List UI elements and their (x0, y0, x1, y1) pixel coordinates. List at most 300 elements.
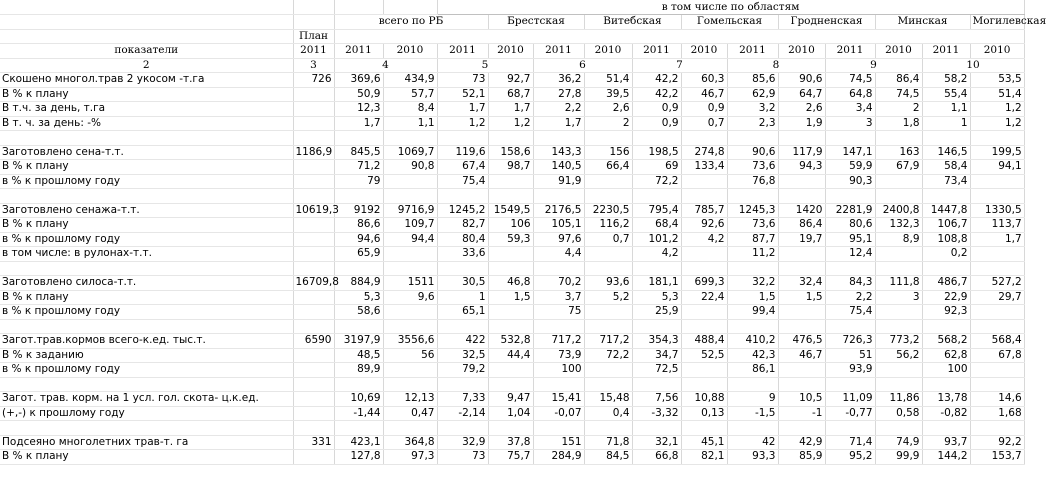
value-cell[interactable]: 79,2 (437, 363, 488, 378)
value-cell[interactable]: 0,4 (584, 406, 632, 421)
value-cell[interactable] (778, 247, 825, 262)
value-cell[interactable] (488, 174, 533, 189)
value-cell[interactable]: 699,3 (681, 276, 727, 291)
region-header-vitebsk[interactable]: Витебская (584, 15, 681, 30)
value-cell[interactable] (727, 261, 778, 276)
value-cell[interactable] (681, 377, 727, 392)
value-cell[interactable] (922, 261, 970, 276)
value-cell[interactable]: 9192 (334, 203, 383, 218)
value-cell[interactable]: 726,3 (825, 334, 875, 349)
row-label[interactable]: Заготовлено силоса-т.т. (0, 276, 293, 291)
value-cell[interactable]: 108,8 (922, 232, 970, 247)
row-label[interactable]: В % к плану (0, 218, 293, 233)
value-cell[interactable] (778, 131, 825, 146)
value-cell[interactable]: 2230,5 (584, 203, 632, 218)
row-label[interactable]: В т. ч. за день: -% (0, 116, 293, 131)
value-cell[interactable]: 71,8 (584, 435, 632, 450)
value-cell[interactable] (293, 305, 334, 320)
row-label[interactable]: Подсеяно многолетних трав-т. га (0, 435, 293, 450)
value-cell[interactable]: 68,7 (488, 87, 533, 102)
value-cell[interactable] (584, 131, 632, 146)
value-cell[interactable]: 153,7 (970, 450, 1024, 465)
value-cell[interactable]: 58,4 (922, 160, 970, 175)
year-header-gomel-2011[interactable]: 2011 (632, 44, 681, 59)
value-cell[interactable]: 151 (533, 435, 584, 450)
value-cell[interactable]: 73,9 (533, 348, 584, 363)
row-label[interactable]: Заготовлено сенажа-т.т. (0, 203, 293, 218)
year-header-mogilev-2010[interactable]: 2010 (970, 44, 1024, 59)
value-cell[interactable]: 22,4 (681, 290, 727, 305)
value-cell[interactable]: 33,6 (437, 247, 488, 262)
value-cell[interactable]: 1,5 (488, 290, 533, 305)
value-cell[interactable]: 9 (727, 392, 778, 407)
value-cell[interactable]: 101,2 (632, 232, 681, 247)
header-cell-empty[interactable] (334, 0, 383, 15)
value-cell[interactable]: 59,3 (488, 232, 533, 247)
value-cell[interactable]: 74,5 (825, 73, 875, 88)
value-cell[interactable]: 422 (437, 334, 488, 349)
value-cell[interactable] (533, 421, 584, 436)
value-cell[interactable]: 181,1 (632, 276, 681, 291)
value-cell[interactable]: 284,9 (533, 450, 584, 465)
value-cell[interactable]: 1,8 (875, 116, 922, 131)
value-cell[interactable]: 19,7 (778, 232, 825, 247)
value-cell[interactable]: 4,2 (632, 247, 681, 262)
value-cell[interactable]: 93,7 (922, 435, 970, 450)
value-cell[interactable] (681, 305, 727, 320)
value-cell[interactable]: 86,1 (727, 363, 778, 378)
regions-caption[interactable]: в том числе по областям (437, 0, 1024, 15)
value-cell[interactable] (875, 377, 922, 392)
value-cell[interactable]: 113,7 (970, 218, 1024, 233)
value-cell[interactable]: -3,32 (632, 406, 681, 421)
value-cell[interactable] (778, 377, 825, 392)
year-header-minsk-2010[interactable]: 2010 (875, 44, 922, 59)
value-cell[interactable]: 116,2 (584, 218, 632, 233)
header-cell-empty[interactable] (293, 15, 334, 30)
value-cell[interactable] (727, 421, 778, 436)
value-cell[interactable]: 8,9 (875, 232, 922, 247)
value-cell[interactable]: 486,7 (922, 276, 970, 291)
value-cell[interactable] (727, 319, 778, 334)
value-cell[interactable]: 11,09 (825, 392, 875, 407)
value-cell[interactable]: 12,4 (825, 247, 875, 262)
value-cell[interactable]: 144,2 (922, 450, 970, 465)
value-cell[interactable]: 146,5 (922, 145, 970, 160)
value-cell[interactable] (437, 377, 488, 392)
value-cell[interactable] (488, 305, 533, 320)
column-number[interactable]: 3 (293, 58, 334, 73)
value-cell[interactable]: 76,8 (727, 174, 778, 189)
value-cell[interactable]: 75,4 (437, 174, 488, 189)
value-cell[interactable]: 5,2 (584, 290, 632, 305)
value-cell[interactable]: 56,2 (875, 348, 922, 363)
value-cell[interactable]: 158,6 (488, 145, 533, 160)
value-cell[interactable]: 72,2 (584, 348, 632, 363)
value-cell[interactable] (875, 261, 922, 276)
value-cell[interactable]: 82,7 (437, 218, 488, 233)
value-cell[interactable]: 86,4 (778, 218, 825, 233)
value-cell[interactable]: 163 (875, 145, 922, 160)
value-cell[interactable]: 1,9 (778, 116, 825, 131)
value-cell[interactable]: 10,69 (334, 392, 383, 407)
value-cell[interactable]: 70,2 (533, 276, 584, 291)
value-cell[interactable]: 156 (584, 145, 632, 160)
value-cell[interactable]: 82,1 (681, 450, 727, 465)
value-cell[interactable] (533, 261, 584, 276)
value-cell[interactable] (970, 189, 1024, 204)
value-cell[interactable]: 845,5 (334, 145, 383, 160)
value-cell[interactable]: 92,3 (922, 305, 970, 320)
value-cell[interactable]: 95,1 (825, 232, 875, 247)
value-cell[interactable]: 3,7 (533, 290, 584, 305)
value-cell[interactable]: 4,4 (533, 247, 584, 262)
value-cell[interactable]: 69 (632, 160, 681, 175)
column-number[interactable]: 10 (922, 58, 1024, 73)
year-header-brest-2011[interactable]: 2011 (437, 44, 488, 59)
value-cell[interactable]: 67,8 (970, 348, 1024, 363)
value-cell[interactable] (681, 247, 727, 262)
value-cell[interactable]: 3197,9 (334, 334, 383, 349)
value-cell[interactable]: 717,2 (533, 334, 584, 349)
header-cell-empty[interactable] (0, 29, 293, 44)
value-cell[interactable] (970, 174, 1024, 189)
row-label[interactable]: в % к прошлому году (0, 305, 293, 320)
region-header-gomel[interactable]: Гомельская (681, 15, 778, 30)
value-cell[interactable] (970, 305, 1024, 320)
value-cell[interactable]: 74,9 (875, 435, 922, 450)
value-cell[interactable]: 6590 (293, 334, 334, 349)
value-cell[interactable]: 27,8 (533, 87, 584, 102)
value-cell[interactable]: 119,6 (437, 145, 488, 160)
value-cell[interactable]: 94,1 (970, 160, 1024, 175)
value-cell[interactable] (293, 377, 334, 392)
value-cell[interactable] (293, 218, 334, 233)
value-cell[interactable]: 1420 (778, 203, 825, 218)
value-cell[interactable]: 75 (533, 305, 584, 320)
value-cell[interactable]: 354,3 (632, 334, 681, 349)
value-cell[interactable] (825, 319, 875, 334)
value-cell[interactable]: 15,48 (584, 392, 632, 407)
value-cell[interactable] (293, 232, 334, 247)
column-number[interactable]: 9 (825, 58, 922, 73)
value-cell[interactable] (632, 377, 681, 392)
value-cell[interactable]: 84,5 (584, 450, 632, 465)
value-cell[interactable]: 1,5 (727, 290, 778, 305)
value-cell[interactable]: 1,7 (533, 116, 584, 131)
year-header-total-2011[interactable]: 2011 (334, 44, 383, 59)
value-cell[interactable]: 98,7 (488, 160, 533, 175)
value-cell[interactable] (488, 319, 533, 334)
value-cell[interactable]: 2,2 (533, 102, 584, 117)
value-cell[interactable] (970, 377, 1024, 392)
value-cell[interactable]: 199,5 (970, 145, 1024, 160)
value-cell[interactable]: 42,2 (632, 73, 681, 88)
value-cell[interactable] (334, 377, 383, 392)
value-cell[interactable]: 90,6 (778, 73, 825, 88)
value-cell[interactable]: 773,2 (875, 334, 922, 349)
value-cell[interactable]: 111,8 (875, 276, 922, 291)
value-cell[interactable] (488, 261, 533, 276)
row-label[interactable]: в % к прошлому году (0, 232, 293, 247)
value-cell[interactable] (488, 247, 533, 262)
value-cell[interactable] (875, 247, 922, 262)
value-cell[interactable]: 1,7 (970, 232, 1024, 247)
value-cell[interactable]: 2,2 (825, 290, 875, 305)
value-cell[interactable]: 331 (293, 435, 334, 450)
value-cell[interactable]: 105,1 (533, 218, 584, 233)
row-label[interactable] (0, 421, 293, 436)
row-label[interactable]: в % к прошлому году (0, 363, 293, 378)
value-cell[interactable] (778, 261, 825, 276)
value-cell[interactable]: 568,2 (922, 334, 970, 349)
value-cell[interactable]: 1069,7 (383, 145, 437, 160)
value-cell[interactable] (293, 261, 334, 276)
value-cell[interactable]: 53,5 (970, 73, 1024, 88)
value-cell[interactable]: 59,9 (825, 160, 875, 175)
value-cell[interactable] (584, 261, 632, 276)
value-cell[interactable]: 1447,8 (922, 203, 970, 218)
value-cell[interactable]: -1,44 (334, 406, 383, 421)
value-cell[interactable]: 85,6 (727, 73, 778, 88)
column-number[interactable]: 4 (334, 58, 437, 73)
value-cell[interactable]: 45,1 (681, 435, 727, 450)
value-cell[interactable]: 94,3 (778, 160, 825, 175)
value-cell[interactable]: 364,8 (383, 435, 437, 450)
total-caption[interactable]: всего по РБ (334, 15, 488, 30)
value-cell[interactable]: 1,7 (437, 102, 488, 117)
value-cell[interactable]: 97,6 (533, 232, 584, 247)
value-cell[interactable]: 91,9 (533, 174, 584, 189)
value-cell[interactable]: 0,58 (875, 406, 922, 421)
value-cell[interactable]: 85,9 (778, 450, 825, 465)
value-cell[interactable]: 0,9 (681, 102, 727, 117)
value-cell[interactable]: -0,82 (922, 406, 970, 421)
value-cell[interactable]: 127,8 (334, 450, 383, 465)
value-cell[interactable]: 3556,6 (383, 334, 437, 349)
value-cell[interactable] (825, 189, 875, 204)
value-cell[interactable] (293, 319, 334, 334)
value-cell[interactable]: 67,4 (437, 160, 488, 175)
row-label[interactable]: в % к прошлому году (0, 174, 293, 189)
value-cell[interactable] (584, 305, 632, 320)
value-cell[interactable]: 92,7 (488, 73, 533, 88)
value-cell[interactable] (437, 421, 488, 436)
value-cell[interactable]: 75,7 (488, 450, 533, 465)
value-cell[interactable] (293, 160, 334, 175)
row-label[interactable]: В % к плану (0, 290, 293, 305)
value-cell[interactable]: 46,8 (488, 276, 533, 291)
value-cell[interactable]: 16709,8 (293, 276, 334, 291)
value-cell[interactable]: 66,4 (584, 160, 632, 175)
value-cell[interactable] (584, 247, 632, 262)
value-cell[interactable] (584, 421, 632, 436)
value-cell[interactable] (922, 189, 970, 204)
value-cell[interactable]: 95,2 (825, 450, 875, 465)
value-cell[interactable]: 1 (437, 290, 488, 305)
value-cell[interactable]: 66,8 (632, 450, 681, 465)
value-cell[interactable] (681, 261, 727, 276)
row-label[interactable]: В % к плану (0, 160, 293, 175)
row-label[interactable]: Загот.трав.кормов всего-к.ед. тыс.т. (0, 334, 293, 349)
value-cell[interactable]: 1,7 (334, 116, 383, 131)
value-cell[interactable] (632, 261, 681, 276)
year-header-mogilev-2011[interactable]: 2011 (922, 44, 970, 59)
value-cell[interactable]: 34,7 (632, 348, 681, 363)
indicators-label[interactable]: показатели (0, 44, 293, 59)
value-cell[interactable] (437, 189, 488, 204)
value-cell[interactable] (970, 247, 1024, 262)
value-cell[interactable]: 132,3 (875, 218, 922, 233)
value-cell[interactable]: 86,4 (875, 73, 922, 88)
value-cell[interactable]: 410,2 (727, 334, 778, 349)
value-cell[interactable] (383, 421, 437, 436)
value-cell[interactable]: 51,4 (970, 87, 1024, 102)
value-cell[interactable]: 42 (727, 435, 778, 450)
header-cell-empty[interactable] (334, 29, 1024, 44)
value-cell[interactable] (875, 131, 922, 146)
value-cell[interactable]: 11,86 (875, 392, 922, 407)
value-cell[interactable]: 99,9 (875, 450, 922, 465)
value-cell[interactable]: 73,6 (727, 218, 778, 233)
value-cell[interactable] (681, 421, 727, 436)
value-cell[interactable]: 90,8 (383, 160, 437, 175)
value-cell[interactable]: 1,04 (488, 406, 533, 421)
value-cell[interactable]: 785,7 (681, 203, 727, 218)
value-cell[interactable]: 140,5 (533, 160, 584, 175)
row-label[interactable]: Скошено многол.трав 2 укосом -т.га (0, 73, 293, 88)
value-cell[interactable]: 73 (437, 73, 488, 88)
value-cell[interactable]: 1,2 (970, 116, 1024, 131)
value-cell[interactable] (293, 174, 334, 189)
value-cell[interactable]: 1,1 (383, 116, 437, 131)
year-header-plan-2011[interactable]: 2011 (293, 44, 334, 59)
value-cell[interactable]: 274,8 (681, 145, 727, 160)
value-cell[interactable] (584, 319, 632, 334)
value-cell[interactable]: 1,2 (970, 102, 1024, 117)
value-cell[interactable]: 1,68 (970, 406, 1024, 421)
value-cell[interactable]: 80,6 (825, 218, 875, 233)
value-cell[interactable] (681, 131, 727, 146)
value-cell[interactable]: 434,9 (383, 73, 437, 88)
value-cell[interactable] (970, 261, 1024, 276)
value-cell[interactable] (383, 363, 437, 378)
value-cell[interactable]: 64,8 (825, 87, 875, 102)
value-cell[interactable] (293, 131, 334, 146)
value-cell[interactable]: 0,9 (632, 102, 681, 117)
value-cell[interactable]: 32,9 (437, 435, 488, 450)
value-cell[interactable] (875, 189, 922, 204)
value-cell[interactable] (383, 261, 437, 276)
value-cell[interactable]: 1,7 (488, 102, 533, 117)
value-cell[interactable]: 62,9 (727, 87, 778, 102)
value-cell[interactable] (922, 421, 970, 436)
value-cell[interactable] (293, 421, 334, 436)
value-cell[interactable]: 884,9 (334, 276, 383, 291)
value-cell[interactable] (778, 363, 825, 378)
year-header-minsk-2011[interactable]: 2011 (825, 44, 875, 59)
value-cell[interactable] (875, 174, 922, 189)
column-number[interactable]: 8 (727, 58, 825, 73)
value-cell[interactable]: 73 (437, 450, 488, 465)
value-cell[interactable]: 10619,3 (293, 203, 334, 218)
value-cell[interactable] (293, 392, 334, 407)
value-cell[interactable]: 71,2 (334, 160, 383, 175)
value-cell[interactable]: 0,47 (383, 406, 437, 421)
value-cell[interactable]: 52,5 (681, 348, 727, 363)
column-number[interactable]: 2 (0, 58, 293, 73)
value-cell[interactable]: 8,4 (383, 102, 437, 117)
value-cell[interactable]: 717,2 (584, 334, 632, 349)
value-cell[interactable] (533, 319, 584, 334)
value-cell[interactable]: 3 (825, 116, 875, 131)
year-header-gomel-2010[interactable]: 2010 (681, 44, 727, 59)
value-cell[interactable]: 58,6 (334, 305, 383, 320)
value-cell[interactable]: 90,3 (825, 174, 875, 189)
value-cell[interactable]: 726 (293, 73, 334, 88)
value-cell[interactable] (383, 174, 437, 189)
value-cell[interactable] (293, 450, 334, 465)
value-cell[interactable]: 65,1 (437, 305, 488, 320)
value-cell[interactable]: 423,1 (334, 435, 383, 450)
value-cell[interactable]: 795,4 (632, 203, 681, 218)
row-label[interactable]: В % к плану (0, 87, 293, 102)
value-cell[interactable]: 1 (922, 116, 970, 131)
value-cell[interactable]: 58,2 (922, 73, 970, 88)
value-cell[interactable]: 73,6 (727, 160, 778, 175)
value-cell[interactable]: 72,2 (632, 174, 681, 189)
value-cell[interactable]: 97,3 (383, 450, 437, 465)
value-cell[interactable]: 44,4 (488, 348, 533, 363)
value-cell[interactable] (293, 87, 334, 102)
value-cell[interactable]: 89,9 (334, 363, 383, 378)
value-cell[interactable] (970, 319, 1024, 334)
value-cell[interactable]: 100 (922, 363, 970, 378)
value-cell[interactable]: 1,2 (488, 116, 533, 131)
value-cell[interactable]: 5,3 (334, 290, 383, 305)
value-cell[interactable]: 52,1 (437, 87, 488, 102)
value-cell[interactable]: 32,2 (727, 276, 778, 291)
value-cell[interactable] (488, 421, 533, 436)
value-cell[interactable]: 14,6 (970, 392, 1024, 407)
value-cell[interactable] (922, 319, 970, 334)
row-label[interactable] (0, 377, 293, 392)
value-cell[interactable] (533, 377, 584, 392)
value-cell[interactable]: 32,4 (778, 276, 825, 291)
value-cell[interactable]: 42,3 (727, 348, 778, 363)
value-cell[interactable] (825, 131, 875, 146)
year-header-vitebsk-2010[interactable]: 2010 (584, 44, 632, 59)
value-cell[interactable] (778, 174, 825, 189)
value-cell[interactable]: 74,5 (875, 87, 922, 102)
value-cell[interactable] (632, 421, 681, 436)
value-cell[interactable]: 12,3 (334, 102, 383, 117)
value-cell[interactable]: 36,2 (533, 73, 584, 88)
value-cell[interactable]: 90,6 (727, 145, 778, 160)
value-cell[interactable]: 0,9 (632, 116, 681, 131)
value-cell[interactable]: 72,5 (632, 363, 681, 378)
value-cell[interactable]: 147,1 (825, 145, 875, 160)
header-cell-empty[interactable] (293, 0, 334, 15)
value-cell[interactable] (778, 305, 825, 320)
value-cell[interactable] (533, 131, 584, 146)
value-cell[interactable] (334, 189, 383, 204)
value-cell[interactable]: 48,5 (334, 348, 383, 363)
value-cell[interactable] (293, 247, 334, 262)
value-cell[interactable]: 0,7 (584, 232, 632, 247)
value-cell[interactable]: 3,2 (727, 102, 778, 117)
value-cell[interactable]: 15,41 (533, 392, 584, 407)
